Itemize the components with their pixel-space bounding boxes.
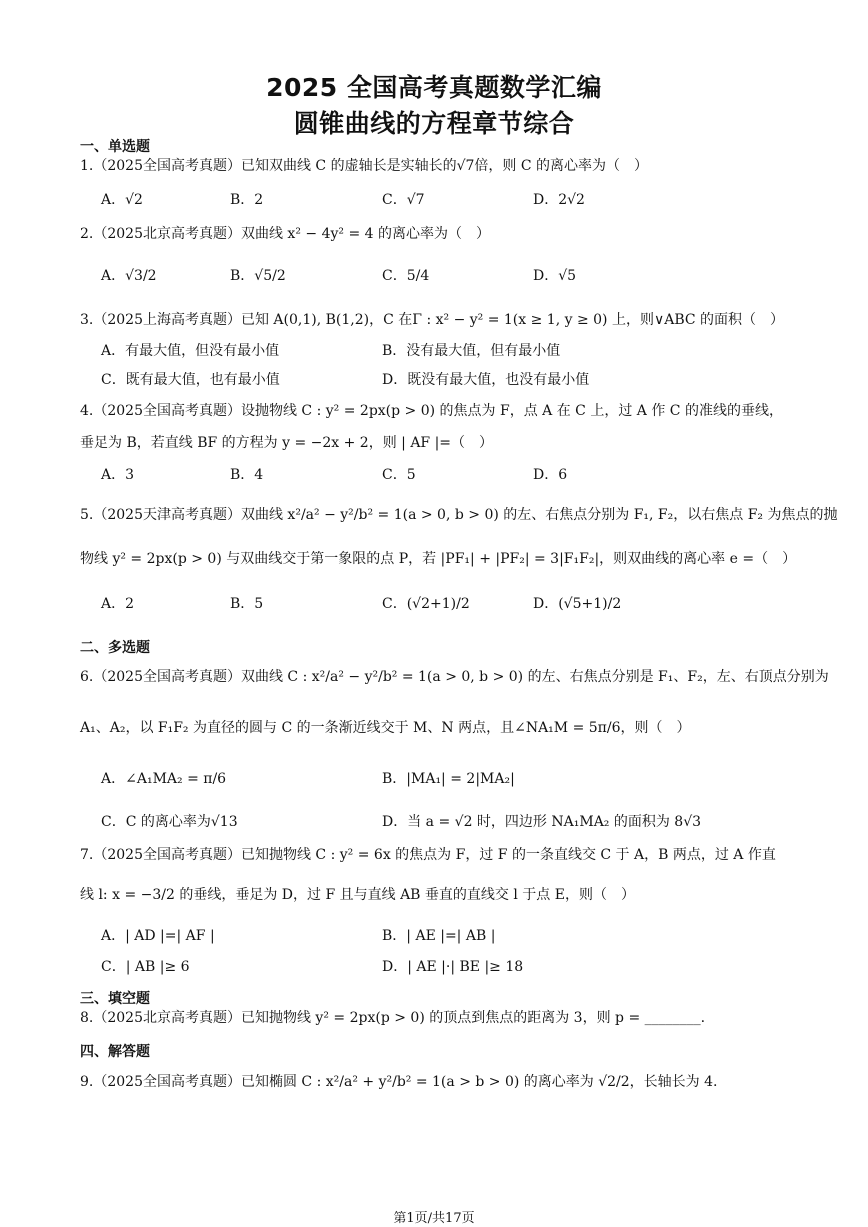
question-7-line-2: 线 l: x = −3/2 的垂线，垂足为 D，过 F 且与直线 AB 垂直的直线交 l 于点 E，则（ ） [80, 887, 635, 903]
q7-option-d: D．| AE |·| BE |≥ 18 [382, 959, 524, 975]
title-line-2: 圆锥曲线的方程章节综合 [293, 109, 575, 138]
q2-option-b: B．√5/2 [230, 268, 286, 284]
q6-option-a: A．∠A₁MA₂ = π/6 [101, 771, 227, 787]
title-line-1: 2025 全国高考真题数学汇编 [266, 73, 602, 102]
q2-option-a: A．√3/2 [101, 268, 157, 284]
q3-option-d: D．既没有最大值，也没有最小值 [382, 372, 590, 388]
q2-option-c: C．5/4 [382, 268, 430, 284]
section-multiple-choice: 二、多选题 [80, 640, 150, 656]
question-7-line-1: 7.（2025全国高考真题）已知抛物线 C : y² = 6x 的焦点为 F，过 F 的一条直线交 C 于 A，B 两点，过 A 作直 [80, 847, 776, 863]
q4-option-b: B．4 [230, 467, 264, 483]
question-6-line-2: A₁、A₂，以 F₁F₂ 为直径的圆与 C 的一条渐近线交于 M、N 两点，且∠NA₁M = 5π/6，则（ ） [80, 720, 691, 736]
q3-option-c: C．既有最大值，也有最小值 [101, 372, 280, 388]
question-9-text: 9.（2025全国高考真题）已知椭圆 C : x²/a² + y²/b² = 1(a > b > 0) 的离心率为 √2/2，长轴长为 4. [80, 1074, 718, 1090]
q1-option-c: C．√7 [382, 192, 425, 208]
q3-option-b: B．没有最大值，但有最小值 [382, 343, 561, 359]
q6-option-b: B．|MA₁| = 2|MA₂| [382, 771, 515, 787]
question-4-line-2: 垂足为 B，若直线 BF 的方程为 y = −2x + 2，则 | AF |=（ ） [80, 435, 494, 451]
question-6-line-1: 6.（2025全国高考真题）双曲线 C : x²/a² − y²/b² = 1(a > 0, b > 0) 的左、右焦点分别是 F₁、F₂，左、右顶点分别为 [80, 669, 829, 685]
q5-option-a: A．2 [101, 596, 135, 612]
q5-option-b: B．5 [230, 596, 264, 612]
question-1-text: 1.（2025全国高考真题）已知双曲线 C 的虚轴长是实轴长的√7倍，则 C 的离心率为（ ） [80, 158, 649, 174]
section-fill-in: 三、填空题 [80, 991, 150, 1007]
q5-option-c: C．(√2+1)/2 [382, 596, 470, 612]
q1-option-b: B．2 [230, 192, 264, 208]
q5-option-d: D．(√5+1)/2 [533, 596, 622, 612]
q4-option-c: C．5 [382, 467, 416, 483]
question-2-text: 2.（2025北京高考真题）双曲线 x² − 4y² = 4 的离心率为（ ） [80, 226, 490, 242]
q7-option-a: A．| AD |=| AF | [101, 928, 215, 944]
q4-option-a: A．3 [101, 467, 135, 483]
q7-option-b: B．| AE |=| AB | [382, 928, 496, 944]
question-5-line-2: 物线 y² = 2px(p > 0) 与双曲线交于第一象限的点 P，若 |PF₁| + |PF₂| = 3|F₁F₂|，则双曲线的离心率 e =（ ） [80, 551, 797, 567]
section-single-choice: 一、单选题 [80, 139, 150, 155]
q6-option-d: D．当 a = √2 时，四边形 NA₁MA₂ 的面积为 8√3 [382, 814, 702, 830]
page-footer: 第1页/共17页 [393, 1211, 475, 1226]
q1-option-a: A．√2 [101, 192, 143, 208]
section-solution: 四、解答题 [80, 1044, 150, 1060]
q6-option-c: C．C 的离心率为√13 [101, 814, 238, 830]
q3-option-a: A．有最大值，但没有最小值 [101, 343, 280, 359]
question-8-text: 8.（2025北京高考真题）已知抛物线 y² = 2px(p > 0) 的顶点到焦点的距离为 3，则 p = ________. [80, 1010, 706, 1026]
question-3-text: 3.（2025上海高考真题）已知 A(0,1), B(1,2)，C 在Γ : x² − y² = 1(x ≥ 1, y ≥ 0) 上，则∨ABC 的面积（ ） [80, 312, 785, 328]
q2-option-d: D．√5 [533, 268, 577, 284]
q1-option-d: D．2√2 [533, 192, 585, 208]
q7-option-c: C．| AB |≥ 6 [101, 959, 190, 975]
q4-option-d: D．6 [533, 467, 568, 483]
question-4-line-1: 4.（2025全国高考真题）设抛物线 C : y² = 2px(p > 0) 的焦点为 F，点 A 在 C 上，过 A 作 C 的准线的垂线， [80, 403, 783, 419]
question-5-line-1: 5.（2025天津高考真题）双曲线 x²/a² − y²/b² = 1(a > 0, b > 0) 的左、右焦点分别为 F₁, F₂，以右焦点 F₂ 为焦点的抛 [80, 507, 838, 523]
